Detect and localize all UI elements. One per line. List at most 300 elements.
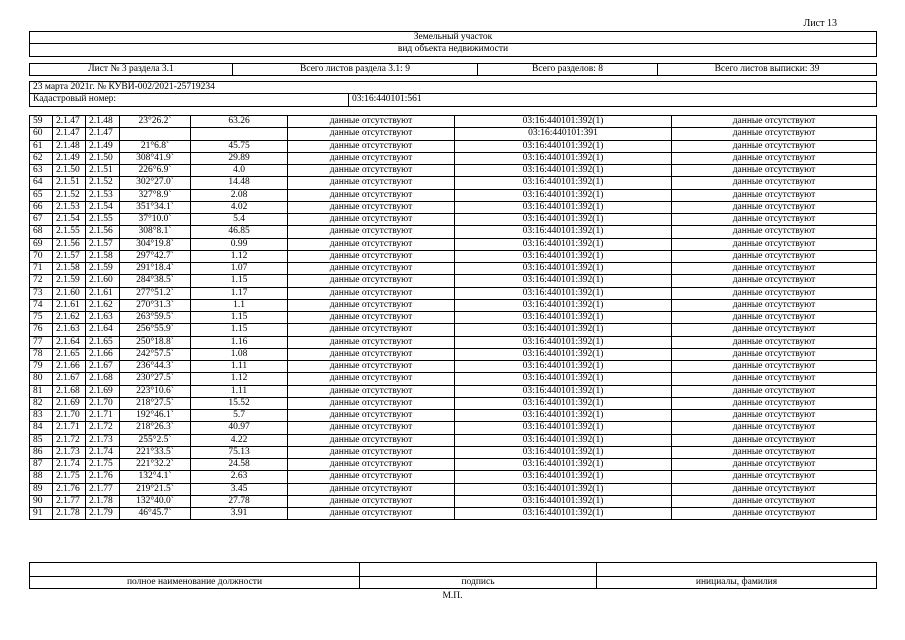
direction-angle-cell: 302°27.0` (120, 177, 191, 189)
object-type: Земельный участок (30, 32, 877, 44)
neighbor-address-cell: данные отсутствуют (672, 459, 877, 471)
table-row (30, 459, 877, 471)
table-row (30, 495, 877, 507)
point-to-cell: 2.1.75 (86, 459, 120, 471)
neighbor-address-cell: данные отсутствуют (672, 189, 877, 201)
point-to-cell: 2.1.78 (86, 495, 120, 507)
name-cell (597, 563, 877, 577)
table-row (30, 299, 877, 311)
neighbor-address-cell: данные отсутствуют (672, 128, 877, 140)
row-number-cell: 76 (30, 324, 53, 336)
object-kind: вид объекта недвижимости (30, 44, 877, 56)
horizontal-distance-cell: 1.12 (191, 250, 288, 262)
row-number-cell: 72 (30, 275, 53, 287)
direction-angle-cell: 192°46.1` (120, 410, 191, 422)
horizontal-distance-cell: 4.02 (191, 201, 288, 213)
point-from-cell: 2.1.66 (53, 361, 86, 373)
row-number-cell: 86 (30, 446, 53, 458)
horizontal-distance-cell: 75.13 (191, 446, 288, 458)
point-to-cell: 2.1.55 (86, 214, 120, 226)
row-number-cell: 88 (30, 471, 53, 483)
cadastral-value: 03:16:440101:561 (349, 94, 877, 106)
point-to-cell: 2.1.79 (86, 508, 120, 520)
neighbor-cadastral-number-cell: 03:16:440101:392(1) (455, 385, 672, 397)
neighbor-address-cell: данные отсутствуют (672, 152, 877, 164)
neighbor-cadastral-number-cell: 03:16:440101:392(1) (455, 361, 672, 373)
sections-total: Всего разделов: 8 (478, 64, 658, 76)
point-to-cell: 2.1.73 (86, 434, 120, 446)
row-number-cell: 62 (30, 152, 53, 164)
neighbor-cadastral-number-cell: 03:16:440101:392(1) (455, 250, 672, 262)
direction-angle-cell: 308°41.9` (120, 152, 191, 164)
horizontal-distance-cell: 5.4 (191, 214, 288, 226)
row-number-cell: 87 (30, 459, 53, 471)
neighbor-cadastral-number-cell: 03:16:440101:392(1) (455, 422, 672, 434)
row-number-cell: 68 (30, 226, 53, 238)
point-from-cell: 2.1.78 (53, 508, 86, 520)
point-from-cell: 2.1.47 (53, 128, 86, 140)
neighbor-address-cell: данные отсутствуют (672, 165, 877, 177)
row-number-cell: 67 (30, 214, 53, 226)
table-row (30, 226, 877, 238)
horizontal-distance-cell: 5.7 (191, 410, 288, 422)
point-to-cell: 2.1.54 (86, 201, 120, 213)
row-number-cell: 77 (30, 336, 53, 348)
point-from-cell: 2.1.52 (53, 189, 86, 201)
point-to-cell: 2.1.48 (86, 116, 120, 128)
direction-angle-cell: 221°33.5` (120, 446, 191, 458)
neighbor-address-cell: данные отсутствуют (672, 238, 877, 250)
direction-angle-cell: 226°6.9` (120, 165, 191, 177)
extract-meta (29, 81, 877, 107)
neighbor-cadastral-number-cell: 03:16:440101:392(1) (455, 238, 672, 250)
neighbor-owner-description-cell: данные отсутствуют (288, 385, 455, 397)
neighbor-owner-description-cell: данные отсутствуют (288, 287, 455, 299)
direction-angle-cell: 250°18.8` (120, 336, 191, 348)
horizontal-distance-cell: 27.78 (191, 495, 288, 507)
neighbor-address-cell: данные отсутствуют (672, 410, 877, 422)
direction-angle-cell: 263°59.5` (120, 312, 191, 324)
signature-block (29, 562, 877, 589)
neighbor-cadastral-number-cell: 03:16:440101:392(1) (455, 263, 672, 275)
horizontal-distance-cell: 45.75 (191, 140, 288, 152)
neighbor-cadastral-number-cell: 03:16:440101:392(1) (455, 152, 672, 164)
neighbor-address-cell: данные отсутствуют (672, 263, 877, 275)
point-from-cell: 2.1.74 (53, 459, 86, 471)
sheets-total-section: Всего листов раздела 3.1: 9 (233, 64, 478, 76)
point-to-cell: 2.1.58 (86, 250, 120, 262)
direction-angle-cell: 23°26.2` (120, 116, 191, 128)
neighbor-address-cell: данные отсутствуют (672, 250, 877, 262)
point-from-cell: 2.1.72 (53, 434, 86, 446)
neighbor-cadastral-number-cell: 03:16:440101:392(1) (455, 336, 672, 348)
table-row (30, 201, 877, 213)
signature-cell (360, 563, 597, 577)
neighbor-cadastral-number-cell: 03:16:440101:392(1) (455, 214, 672, 226)
neighbor-cadastral-number-cell: 03:16:440101:392(1) (455, 495, 672, 507)
neighbor-cadastral-number-cell: 03:16:440101:392(1) (455, 508, 672, 520)
table-row (30, 140, 877, 152)
point-to-cell: 2.1.60 (86, 275, 120, 287)
point-to-cell: 2.1.50 (86, 152, 120, 164)
neighbor-address-cell: данные отсутствуют (672, 471, 877, 483)
neighbor-address-cell: данные отсутствуют (672, 299, 877, 311)
table-row (30, 177, 877, 189)
point-from-cell: 2.1.71 (53, 422, 86, 434)
table-row (30, 336, 877, 348)
table-row (30, 483, 877, 495)
direction-angle-cell: 218°27.5` (120, 397, 191, 409)
neighbor-owner-description-cell: данные отсутствуют (288, 152, 455, 164)
neighbor-owner-description-cell: данные отсутствуют (288, 275, 455, 287)
direction-angle-cell: 132°40.0` (120, 495, 191, 507)
sheets-total-extract: Всего листов выписки: 39 (658, 64, 877, 76)
table-row (30, 348, 877, 360)
row-number-cell: 66 (30, 201, 53, 213)
neighbor-cadastral-number-cell: 03:16:440101:392(1) (455, 275, 672, 287)
row-number-cell: 61 (30, 140, 53, 152)
neighbor-address-cell: данные отсутствуют (672, 434, 877, 446)
point-from-cell: 2.1.68 (53, 385, 86, 397)
neighbor-owner-description-cell: данные отсутствуют (288, 312, 455, 324)
direction-angle-cell: 132°4.1` (120, 471, 191, 483)
neighbor-address-cell: данные отсутствуют (672, 287, 877, 299)
neighbor-owner-description-cell: данные отсутствуют (288, 508, 455, 520)
direction-angle-cell (120, 128, 191, 140)
row-number-cell: 59 (30, 116, 53, 128)
neighbor-address-cell: данные отсутствуют (672, 177, 877, 189)
direction-angle-cell: 255°2.5` (120, 434, 191, 446)
neighbor-address-cell: данные отсутствуют (672, 397, 877, 409)
direction-angle-cell: 284°38.5` (120, 275, 191, 287)
table-row (30, 397, 877, 409)
point-from-cell: 2.1.60 (53, 287, 86, 299)
neighbor-address-cell: данные отсутствуют (672, 495, 877, 507)
horizontal-distance-cell: 24.58 (191, 459, 288, 471)
point-from-cell: 2.1.61 (53, 299, 86, 311)
neighbor-owner-description-cell: данные отсутствуют (288, 471, 455, 483)
horizontal-distance-cell: 1.1 (191, 299, 288, 311)
horizontal-distance-cell: 46.85 (191, 226, 288, 238)
point-from-cell: 2.1.62 (53, 312, 86, 324)
table-row (30, 214, 877, 226)
direction-angle-cell: 351°34.1` (120, 201, 191, 213)
direction-angle-cell: 219°21.5` (120, 483, 191, 495)
direction-angle-cell: 37°10.0` (120, 214, 191, 226)
horizontal-distance-cell: 1.15 (191, 275, 288, 287)
point-to-cell: 2.1.67 (86, 361, 120, 373)
row-number-cell: 79 (30, 361, 53, 373)
direction-angle-cell: 230°27.5` (120, 373, 191, 385)
point-to-cell: 2.1.49 (86, 140, 120, 152)
row-number-cell: 80 (30, 373, 53, 385)
extract-header (29, 31, 877, 57)
neighbor-address-cell: данные отсутствуют (672, 312, 877, 324)
neighbor-cadastral-number-cell: 03:16:440101:392(1) (455, 373, 672, 385)
point-from-cell: 2.1.63 (53, 324, 86, 336)
table-row (30, 250, 877, 262)
horizontal-distance-cell: 2.63 (191, 471, 288, 483)
table-row (30, 373, 877, 385)
neighbor-owner-description-cell: данные отсутствуют (288, 361, 455, 373)
horizontal-distance-cell: 14.48 (191, 177, 288, 189)
direction-angle-cell: 223°10.6` (120, 385, 191, 397)
neighbor-owner-description-cell: данные отсутствуют (288, 397, 455, 409)
point-from-cell: 2.1.76 (53, 483, 86, 495)
table-row (30, 410, 877, 422)
point-from-cell: 2.1.48 (53, 140, 86, 152)
neighbor-address-cell: данные отсутствуют (672, 348, 877, 360)
point-to-cell: 2.1.68 (86, 373, 120, 385)
neighbor-address-cell: данные отсутствуют (672, 422, 877, 434)
neighbor-cadastral-number-cell: 03:16:440101:392(1) (455, 299, 672, 311)
neighbor-cadastral-number-cell: 03:16:440101:392(1) (455, 459, 672, 471)
neighbor-cadastral-number-cell: 03:16:440101:392(1) (455, 116, 672, 128)
horizontal-distance-cell: 1.12 (191, 373, 288, 385)
row-number-cell: 91 (30, 508, 53, 520)
neighbor-cadastral-number-cell: 03:16:440101:392(1) (455, 397, 672, 409)
row-number-cell: 75 (30, 312, 53, 324)
direction-angle-cell: 218°26.3` (120, 422, 191, 434)
position-cell (30, 563, 360, 577)
horizontal-distance-cell: 1.08 (191, 348, 288, 360)
neighbor-address-cell: данные отсутствуют (672, 275, 877, 287)
point-to-cell: 2.1.62 (86, 299, 120, 311)
neighbor-owner-description-cell: данные отсутствуют (288, 459, 455, 471)
neighbor-owner-description-cell: данные отсутствуют (288, 336, 455, 348)
table-row (30, 361, 877, 373)
table-row (30, 385, 877, 397)
neighbor-owner-description-cell: данные отсутствуют (288, 299, 455, 311)
sheet-number: Лист 13 (803, 18, 837, 29)
position-label: полное наименование должности (30, 577, 360, 589)
direction-angle-cell: 327°8.9` (120, 189, 191, 201)
neighbor-owner-description-cell: данные отсутствуют (288, 238, 455, 250)
horizontal-distance-cell: 15.52 (191, 397, 288, 409)
point-to-cell: 2.1.71 (86, 410, 120, 422)
horizontal-distance-cell: 1.15 (191, 324, 288, 336)
neighbor-cadastral-number-cell: 03:16:440101:392(1) (455, 324, 672, 336)
direction-angle-cell: 236°44.3` (120, 361, 191, 373)
point-from-cell: 2.1.49 (53, 152, 86, 164)
row-number-cell: 74 (30, 299, 53, 311)
neighbor-address-cell: данные отсутствуют (672, 140, 877, 152)
neighbor-owner-description-cell: данные отсутствуют (288, 263, 455, 275)
row-number-cell: 78 (30, 348, 53, 360)
neighbor-address-cell: данные отсутствуют (672, 483, 877, 495)
horizontal-distance-cell: 1.15 (191, 312, 288, 324)
point-from-cell: 2.1.77 (53, 495, 86, 507)
point-from-cell: 2.1.54 (53, 214, 86, 226)
horizontal-distance-cell: 1.07 (191, 263, 288, 275)
signature-label: подпись (360, 577, 597, 589)
point-to-cell: 2.1.63 (86, 312, 120, 324)
neighbor-address-cell: данные отсутствуют (672, 116, 877, 128)
table-row (30, 128, 877, 140)
point-from-cell: 2.1.50 (53, 165, 86, 177)
neighbor-cadastral-number-cell: 03:16:440101:392(1) (455, 140, 672, 152)
point-from-cell: 2.1.73 (53, 446, 86, 458)
point-to-cell: 2.1.66 (86, 348, 120, 360)
neighbor-cadastral-number-cell: 03:16:440101:392(1) (455, 410, 672, 422)
point-from-cell: 2.1.56 (53, 238, 86, 250)
neighbor-owner-description-cell: данные отсутствуют (288, 410, 455, 422)
neighbor-owner-description-cell: данные отсутствуют (288, 422, 455, 434)
date-number: 23 марта 2021г. № КУВИ-002/2021-25719234 (30, 82, 877, 94)
point-to-cell: 2.1.53 (86, 189, 120, 201)
row-number-cell: 60 (30, 128, 53, 140)
point-to-cell: 2.1.69 (86, 385, 120, 397)
neighbor-owner-description-cell: данные отсутствуют (288, 348, 455, 360)
direction-angle-cell: 277°51.2` (120, 287, 191, 299)
horizontal-distance-cell: 2.08 (191, 189, 288, 201)
name-label: инициалы, фамилия (597, 577, 877, 589)
table-row (30, 446, 877, 458)
horizontal-distance-cell: 4.0 (191, 165, 288, 177)
point-from-cell: 2.1.58 (53, 263, 86, 275)
neighbor-owner-description-cell: данные отсутствуют (288, 177, 455, 189)
neighbor-owner-description-cell: данные отсутствуют (288, 324, 455, 336)
row-number-cell: 82 (30, 397, 53, 409)
point-from-cell: 2.1.57 (53, 250, 86, 262)
neighbor-cadastral-number-cell: 03:16:440101:392(1) (455, 287, 672, 299)
neighbor-owner-description-cell: данные отсутствуют (288, 446, 455, 458)
neighbor-cadastral-number-cell: 03:16:440101:392(1) (455, 483, 672, 495)
neighbor-address-cell: данные отсутствуют (672, 446, 877, 458)
horizontal-distance-cell: 29.89 (191, 152, 288, 164)
neighbor-address-cell: данные отсутствуют (672, 385, 877, 397)
row-number-cell: 81 (30, 385, 53, 397)
table-row (30, 434, 877, 446)
row-number-cell: 65 (30, 189, 53, 201)
direction-angle-cell: 297°42.7` (120, 250, 191, 262)
table-row (30, 312, 877, 324)
cadastral-label: Кадастровый номер: (30, 94, 349, 106)
horizontal-distance-cell: 63.26 (191, 116, 288, 128)
point-to-cell: 2.1.51 (86, 165, 120, 177)
horizontal-distance-cell: 40.97 (191, 422, 288, 434)
point-to-cell: 2.1.77 (86, 483, 120, 495)
direction-angle-cell: 21°6.8` (120, 140, 191, 152)
direction-angle-cell: 291°18.4` (120, 263, 191, 275)
neighbor-owner-description-cell: данные отсутствуют (288, 189, 455, 201)
point-from-cell: 2.1.64 (53, 336, 86, 348)
boundary-table (29, 115, 877, 520)
direction-angle-cell: 270°31.3` (120, 299, 191, 311)
point-to-cell: 2.1.59 (86, 263, 120, 275)
point-to-cell: 2.1.61 (86, 287, 120, 299)
table-row (30, 165, 877, 177)
neighbor-owner-description-cell: данные отсутствуют (288, 201, 455, 213)
table-row (30, 152, 877, 164)
horizontal-distance-cell: 1.11 (191, 361, 288, 373)
point-to-cell: 2.1.57 (86, 238, 120, 250)
point-to-cell: 2.1.64 (86, 324, 120, 336)
neighbor-cadastral-number-cell: 03:16:440101:392(1) (455, 226, 672, 238)
row-number-cell: 71 (30, 263, 53, 275)
neighbor-address-cell: данные отсутствуют (672, 226, 877, 238)
sheet-info-row (29, 63, 877, 76)
neighbor-cadastral-number-cell: 03:16:440101:392(1) (455, 434, 672, 446)
horizontal-distance-cell: 1.11 (191, 385, 288, 397)
neighbor-cadastral-number-cell: 03:16:440101:392(1) (455, 348, 672, 360)
row-number-cell: 90 (30, 495, 53, 507)
neighbor-owner-description-cell: данные отсутствуют (288, 373, 455, 385)
direction-angle-cell: 304°19.8` (120, 238, 191, 250)
neighbor-cadastral-number-cell: 03:16:440101:392(1) (455, 446, 672, 458)
neighbor-owner-description-cell: данные отсутствуют (288, 128, 455, 140)
table-row (30, 116, 877, 128)
row-number-cell: 73 (30, 287, 53, 299)
table-row (30, 238, 877, 250)
neighbor-cadastral-number-cell: 03:16:440101:392(1) (455, 201, 672, 213)
neighbor-address-cell: данные отсутствуют (672, 336, 877, 348)
point-from-cell: 2.1.53 (53, 201, 86, 213)
horizontal-distance-cell: 0.99 (191, 238, 288, 250)
row-number-cell: 85 (30, 434, 53, 446)
point-to-cell: 2.1.74 (86, 446, 120, 458)
point-to-cell: 2.1.76 (86, 471, 120, 483)
table-row (30, 275, 877, 287)
neighbor-cadastral-number-cell: 03:16:440101:392(1) (455, 189, 672, 201)
row-number-cell: 69 (30, 238, 53, 250)
point-from-cell: 2.1.51 (53, 177, 86, 189)
point-from-cell: 2.1.69 (53, 397, 86, 409)
row-number-cell: 89 (30, 483, 53, 495)
point-from-cell: 2.1.75 (53, 471, 86, 483)
neighbor-owner-description-cell: данные отсутствуют (288, 214, 455, 226)
row-number-cell: 83 (30, 410, 53, 422)
table-row (30, 287, 877, 299)
sheet-number-in-section: Лист № 3 раздела 3.1 (30, 64, 233, 76)
point-to-cell: 2.1.65 (86, 336, 120, 348)
horizontal-distance-cell: 1.17 (191, 287, 288, 299)
point-to-cell: 2.1.72 (86, 422, 120, 434)
neighbor-owner-description-cell: данные отсутствуют (288, 226, 455, 238)
neighbor-address-cell: данные отсутствуют (672, 508, 877, 520)
point-from-cell: 2.1.59 (53, 275, 86, 287)
row-number-cell: 64 (30, 177, 53, 189)
horizontal-distance-cell: 3.45 (191, 483, 288, 495)
table-row (30, 324, 877, 336)
neighbor-owner-description-cell: данные отсутствуют (288, 140, 455, 152)
neighbor-cadastral-number-cell: 03:16:440101:392(1) (455, 471, 672, 483)
neighbor-owner-description-cell: данные отсутствуют (288, 434, 455, 446)
point-to-cell: 2.1.47 (86, 128, 120, 140)
table-row (30, 508, 877, 520)
table-row (30, 471, 877, 483)
horizontal-distance-cell: 4.22 (191, 434, 288, 446)
direction-angle-cell: 308°8.1` (120, 226, 191, 238)
point-from-cell: 2.1.65 (53, 348, 86, 360)
row-number-cell: 70 (30, 250, 53, 262)
neighbor-address-cell: данные отсутствуют (672, 324, 877, 336)
point-from-cell: 2.1.67 (53, 373, 86, 385)
neighbor-address-cell: данные отсутствуют (672, 361, 877, 373)
neighbor-cadastral-number-cell: 03:16:440101:392(1) (455, 312, 672, 324)
neighbor-address-cell: данные отсутствуют (672, 214, 877, 226)
point-from-cell: 2.1.70 (53, 410, 86, 422)
neighbor-address-cell: данные отсутствуют (672, 201, 877, 213)
point-to-cell: 2.1.56 (86, 226, 120, 238)
neighbor-owner-description-cell: данные отсутствуют (288, 165, 455, 177)
horizontal-distance-cell: 1.16 (191, 336, 288, 348)
direction-angle-cell: 242°57.5` (120, 348, 191, 360)
horizontal-distance-cell (191, 128, 288, 140)
neighbor-owner-description-cell: данные отсутствуют (288, 483, 455, 495)
row-number-cell: 63 (30, 165, 53, 177)
point-to-cell: 2.1.70 (86, 397, 120, 409)
